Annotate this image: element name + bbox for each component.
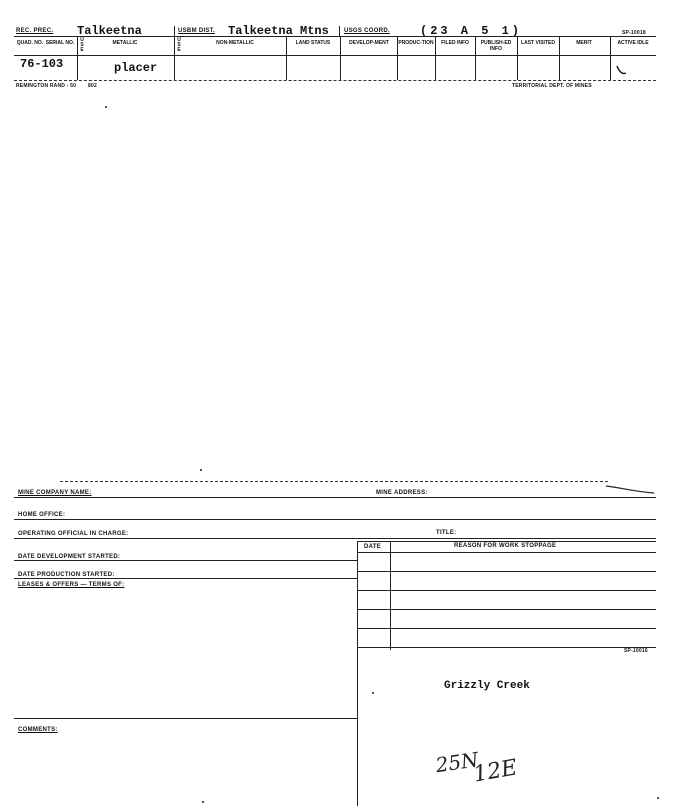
col-use-2: U S E bbox=[177, 37, 181, 53]
rec-prec-value: Talkeetna bbox=[77, 24, 142, 38]
check-mark-icon bbox=[614, 64, 628, 78]
col-filed-info: FILED INFO bbox=[441, 40, 469, 46]
mine-name: Grizzly Creek bbox=[444, 680, 530, 692]
col-active-idle: ACTIVE IDLE bbox=[617, 40, 649, 46]
col-metallic: METALLIC bbox=[112, 40, 138, 46]
date-development-label: DATE DEVELOPMENT STARTED: bbox=[18, 554, 121, 560]
col-serial-no: SERIAL NO. bbox=[45, 40, 75, 46]
comments-label: COMMENTS: bbox=[18, 727, 58, 733]
date-production-label: DATE PRODUCTION STARTED: bbox=[18, 572, 115, 578]
metallic-value: placer bbox=[114, 61, 158, 75]
quad-serial-value: 76-103 bbox=[20, 57, 64, 71]
col-quad-no: QUAD. NO. bbox=[16, 40, 44, 46]
mine-company-name-label: MINE COMPANY NAME: bbox=[18, 490, 92, 496]
col-last-visited: LAST VISITED bbox=[521, 40, 555, 46]
title-label: TITLE: bbox=[436, 530, 457, 536]
col-development: DEVELOP-MENT bbox=[349, 40, 389, 46]
handwritten-location-note bbox=[432, 718, 528, 788]
form-code-top: SP-10018 bbox=[622, 30, 646, 36]
col-land-status: LAND STATUS bbox=[295, 40, 331, 46]
handwritten-range: 12E bbox=[471, 755, 520, 788]
col-published-info: PUBLISH-ED INFO bbox=[480, 40, 512, 52]
form-code-bottom: SP-10016 bbox=[624, 648, 648, 654]
home-office-label: HOME OFFICE: bbox=[18, 512, 66, 518]
handwritten-township: 25N bbox=[434, 747, 480, 778]
operating-official-label: OPERATING OFFICIAL IN CHARGE: bbox=[18, 531, 129, 537]
torn-edge-mark bbox=[604, 480, 656, 496]
usbm-dist-value: Talkeetna Mtns bbox=[228, 24, 329, 38]
footer-right: TERRITORIAL DEPT. OF MINES bbox=[512, 83, 592, 89]
rec-prec-label: REC. PREC. bbox=[16, 28, 54, 34]
usgs-coord-value: (23 A 5 1) bbox=[420, 24, 523, 38]
usgs-coord-label: USGS COORD. bbox=[344, 28, 390, 34]
stoppage-date-header: DATE bbox=[364, 544, 382, 550]
col-non-metallic: NON-METALLIC bbox=[216, 40, 254, 46]
footer-left: REMINGTON RAND - 50 bbox=[16, 83, 77, 89]
col-production: PRODUC-TION bbox=[398, 40, 434, 46]
mine-address-label: MINE ADDRESS: bbox=[376, 490, 428, 496]
leases-offers-label: LEASES & OFFERS — TERMS OF: bbox=[18, 582, 125, 588]
footer-left-code: 802 bbox=[88, 83, 97, 89]
usbm-dist-label: USBM DIST. bbox=[178, 28, 216, 34]
col-use-1: U S E bbox=[80, 37, 84, 53]
col-merit: MERIT bbox=[576, 40, 592, 46]
stoppage-reason-header: REASON FOR WORK STOPPAGE bbox=[454, 543, 557, 549]
